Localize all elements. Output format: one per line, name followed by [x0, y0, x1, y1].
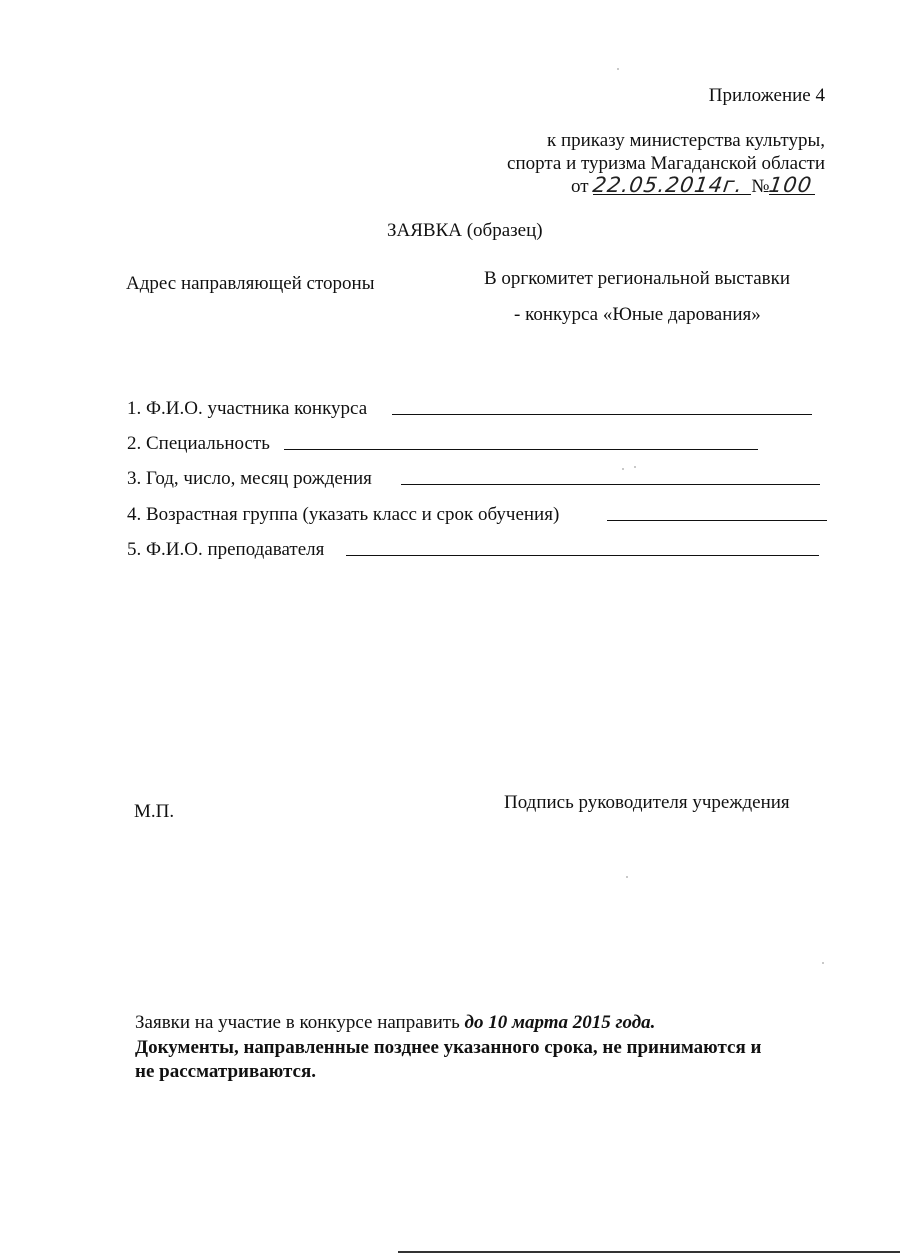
field-age-group-line[interactable]: [607, 520, 827, 521]
scan-speck: [622, 468, 624, 470]
recipient-line2: - конкурса «Юные дарования»: [514, 304, 761, 325]
field-specialty-line[interactable]: [284, 449, 758, 450]
handwritten-number: 100: [767, 173, 815, 197]
field-teacher-name-line[interactable]: [346, 555, 819, 556]
field-label: 4. Возрастная группа (указать класс и срок обучения): [127, 504, 560, 525]
field-teacher-name: [127, 539, 324, 561]
appendix-label: Приложение 4: [708, 85, 825, 106]
field-label: 2. Специальность: [127, 433, 270, 454]
notice-line1: [135, 1012, 655, 1034]
order-reference-line1: к приказу министерства культуры,: [546, 130, 825, 151]
notice-line3: не рассматриваются.: [135, 1061, 317, 1082]
field-birth-date-line[interactable]: [401, 484, 820, 485]
date-prefix: от: [571, 176, 589, 197]
head-signature-label: Подпись руководителя учреждения: [504, 792, 790, 813]
stamp-place-label: М.П.: [134, 801, 175, 822]
handwritten-date: 22.05.2014г.: [591, 173, 745, 197]
scan-speck: [617, 68, 619, 70]
scan-speck: [634, 466, 636, 468]
document-title: ЗАЯВКА (образец): [387, 220, 543, 241]
order-date-line: [571, 174, 815, 198]
order-reference-line2: спорта и туризма Магаданской области: [507, 153, 825, 174]
scan-speck: [626, 876, 628, 878]
page-edge-line: [398, 1251, 900, 1253]
field-birth-date: [127, 468, 372, 490]
notice-deadline: до 10 марта 2015 года.: [464, 1012, 656, 1033]
field-specialty: [127, 433, 270, 455]
field-label: 3. Год, число, месяц рождения: [127, 468, 372, 489]
date-field: [593, 174, 751, 195]
sender-address-label: Адрес направляющей стороны: [126, 273, 375, 294]
field-participant-name: [127, 398, 367, 420]
number-field: [769, 174, 815, 195]
number-prefix: №: [751, 176, 770, 197]
field-age-group: [127, 504, 559, 526]
field-label: 1. Ф.И.О. участника конкурса: [127, 398, 368, 419]
scan-speck: [822, 962, 824, 964]
notice-line2: Документы, направленные позднее указанного срока, не принимаются и: [135, 1037, 762, 1058]
field-participant-name-line[interactable]: [392, 414, 812, 415]
field-label: 5. Ф.И.О. преподавателя: [127, 539, 325, 560]
recipient-line1: В оргкомитет региональной выставки: [484, 268, 791, 289]
notice-prefix: Заявки на участие в конкурсе направить: [135, 1012, 465, 1033]
